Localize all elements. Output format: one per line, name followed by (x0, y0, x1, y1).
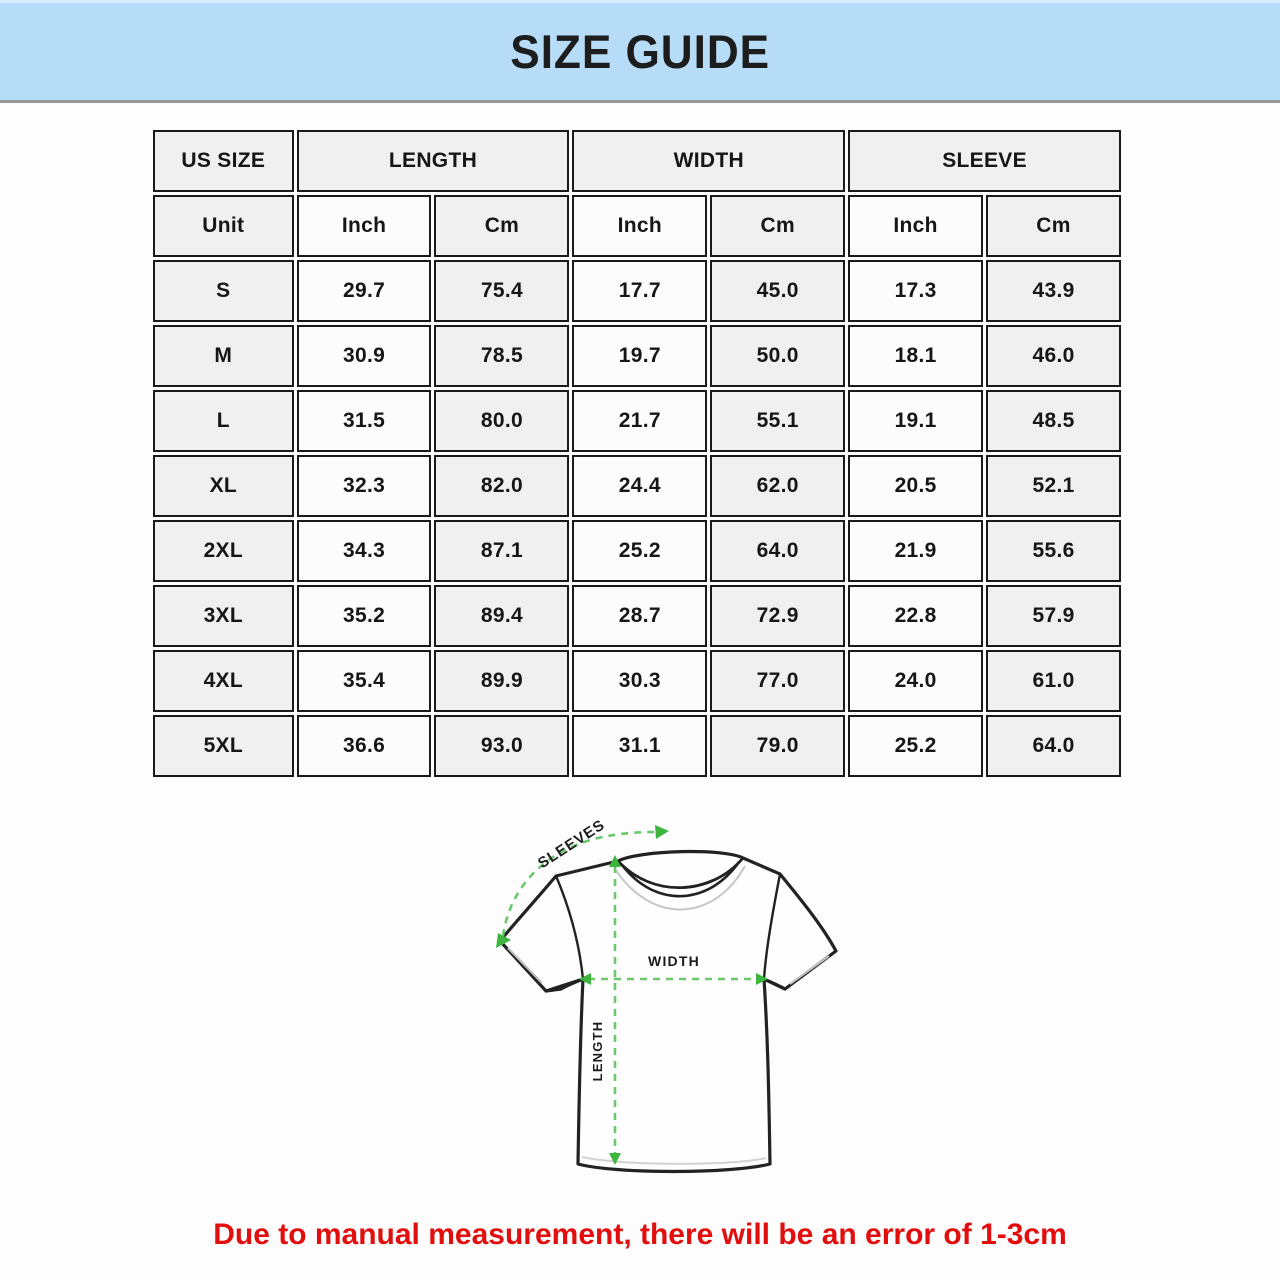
sleeve-header: SLEEVE (848, 130, 1121, 192)
value-cell: 24.4 (572, 455, 707, 517)
value-cell: 82.0 (434, 455, 569, 517)
value-cell: 89.9 (434, 650, 569, 712)
value-cell: 32.3 (297, 455, 432, 517)
unit-cell: Inch (297, 195, 432, 257)
length-label: LENGTH (590, 1020, 605, 1082)
value-cell: 57.9 (986, 585, 1121, 647)
size-guide-banner (0, 0, 1280, 103)
value-cell: 31.5 (297, 390, 432, 452)
value-cell: 64.0 (986, 715, 1121, 777)
value-cell: 80.0 (434, 390, 569, 452)
tshirt-diagram-svg (478, 808, 884, 1214)
size-label-cell: S (153, 260, 294, 322)
value-cell: 19.1 (848, 390, 983, 452)
value-cell: 64.0 (710, 520, 845, 582)
unit-label-cell: Unit (153, 195, 294, 257)
size-table-container (150, 127, 1124, 780)
value-cell: 21.7 (572, 390, 707, 452)
table-row (153, 455, 1121, 517)
value-cell: 77.0 (710, 650, 845, 712)
table-row (153, 260, 1121, 322)
value-cell: 22.8 (848, 585, 983, 647)
value-cell: 17.7 (572, 260, 707, 322)
value-cell: 28.7 (572, 585, 707, 647)
table-row (153, 715, 1121, 777)
value-cell: 30.9 (297, 325, 432, 387)
value-cell: 34.3 (297, 520, 432, 582)
width-label: WIDTH (648, 953, 700, 969)
width-header: WIDTH (572, 130, 845, 192)
unit-header-row (153, 195, 1121, 257)
value-cell: 43.9 (986, 260, 1121, 322)
value-cell: 52.1 (986, 455, 1121, 517)
value-cell: 25.2 (848, 715, 983, 777)
tshirt-outline (500, 852, 836, 1172)
size-label-cell: L (153, 390, 294, 452)
value-cell: 61.0 (986, 650, 1121, 712)
value-cell: 20.5 (848, 455, 983, 517)
us-size-header: US SIZE (153, 130, 294, 192)
size-table (150, 127, 1124, 780)
tshirt-diagram (478, 808, 884, 1214)
value-cell: 24.0 (848, 650, 983, 712)
size-label-cell: 4XL (153, 650, 294, 712)
sleeves-arrowhead-end (655, 825, 669, 839)
table-row (153, 585, 1121, 647)
value-cell: 46.0 (986, 325, 1121, 387)
size-label-cell: XL (153, 455, 294, 517)
value-cell: 72.9 (710, 585, 845, 647)
value-cell: 25.2 (572, 520, 707, 582)
value-cell: 48.5 (986, 390, 1121, 452)
value-cell: 17.3 (848, 260, 983, 322)
value-cell: 93.0 (434, 715, 569, 777)
value-cell: 78.5 (434, 325, 569, 387)
table-row (153, 390, 1121, 452)
unit-cell: Inch (848, 195, 983, 257)
value-cell: 31.1 (572, 715, 707, 777)
value-cell: 55.6 (986, 520, 1121, 582)
value-cell: 79.0 (710, 715, 845, 777)
size-label-cell: M (153, 325, 294, 387)
value-cell: 29.7 (297, 260, 432, 322)
value-cell: 55.1 (710, 390, 845, 452)
unit-cell: Inch (572, 195, 707, 257)
value-cell: 18.1 (848, 325, 983, 387)
unit-cell: Cm (986, 195, 1121, 257)
group-header-row (153, 130, 1121, 192)
value-cell: 36.6 (297, 715, 432, 777)
unit-cell: Cm (434, 195, 569, 257)
value-cell: 87.1 (434, 520, 569, 582)
size-label-cell: 3XL (153, 585, 294, 647)
value-cell: 35.4 (297, 650, 432, 712)
value-cell: 21.9 (848, 520, 983, 582)
measurement-note: Due to manual measurement, there will be an error of 1-3cm (213, 1218, 1067, 1251)
value-cell: 30.3 (572, 650, 707, 712)
value-cell: 35.2 (297, 585, 432, 647)
value-cell: 45.0 (710, 260, 845, 322)
value-cell: 75.4 (434, 260, 569, 322)
size-label-cell: 5XL (153, 715, 294, 777)
value-cell: 50.0 (710, 325, 845, 387)
table-row (153, 520, 1121, 582)
unit-cell: Cm (710, 195, 845, 257)
size-label-cell: 2XL (153, 520, 294, 582)
value-cell: 62.0 (710, 455, 845, 517)
value-cell: 89.4 (434, 585, 569, 647)
sleeves-label: SLEEVES (534, 816, 609, 873)
table-row (153, 650, 1121, 712)
table-row (153, 325, 1121, 387)
length-header: LENGTH (297, 130, 570, 192)
page-title: SIZE GUIDE (510, 25, 770, 78)
value-cell: 19.7 (572, 325, 707, 387)
